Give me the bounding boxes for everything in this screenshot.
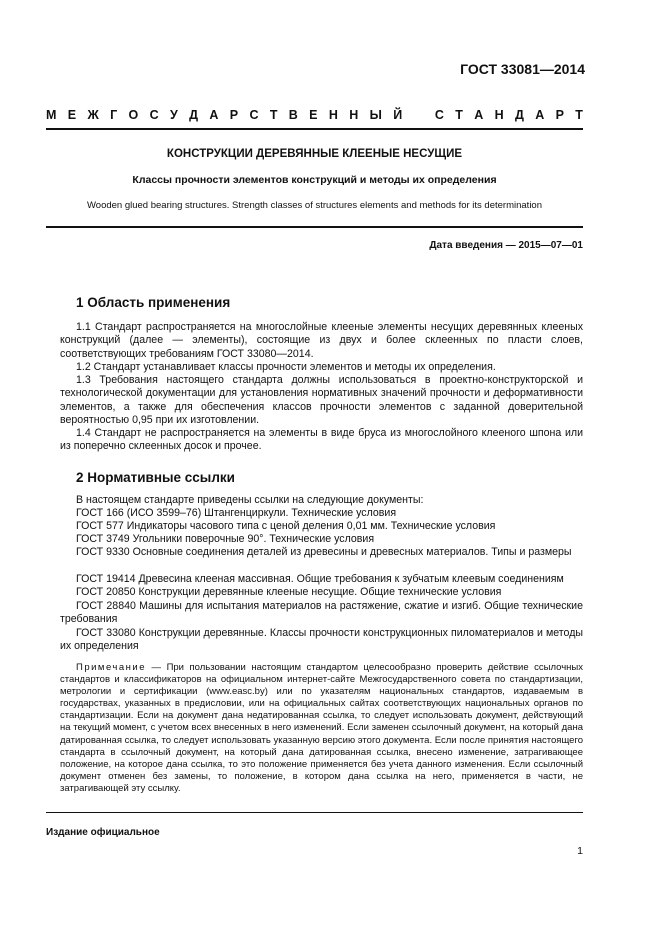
section1-paragraph	[60, 361, 583, 374]
reference-item	[60, 600, 583, 627]
reference-item	[60, 586, 583, 599]
banner-letter: С	[249, 108, 259, 122]
reference-text: ГОСТ 20850 Конструкции деревянные клееные несущие. Общие технические условия	[76, 586, 502, 598]
banner-letter: Т	[269, 108, 278, 122]
banner-letter: А	[535, 108, 545, 122]
english-title: Wooden glued bearing structures. Strength classes of structures elements and methods for its determination	[86, 200, 542, 211]
reference-text: ГОСТ 3749 Угольники поверочные 90°. Технические условия	[76, 533, 375, 545]
reference-item	[60, 546, 583, 559]
banner-letter: Н	[494, 108, 504, 122]
note-label: Примечание	[76, 662, 146, 673]
banner-letter: С	[149, 108, 159, 122]
banner-letter: У	[170, 108, 178, 122]
section1-heading: 1 Область применения	[76, 295, 231, 310]
title-rule	[46, 226, 583, 228]
banner-letter: А	[474, 108, 484, 122]
reference-text: ГОСТ 19414 Древесина клееная массивная. Общие требования к зубчатым клеевым соединениям	[76, 573, 564, 585]
reference-text: ГОСТ 9330 Основные соединения деталей из древесины и древесных материалов. Типы и размеры	[76, 546, 572, 558]
section1-paragraph	[60, 427, 583, 454]
banner-letter: Н	[328, 108, 338, 122]
reference-text: ГОСТ 28840 Машины для испытания материалов на растяжение, сжатие и изгиб. Общие технические требования	[60, 600, 583, 626]
effective-date: Дата введения — 2015—07—01	[429, 240, 583, 251]
banner-letter: Ы	[369, 108, 382, 122]
reference-item	[60, 533, 583, 546]
banner-letter: С	[434, 108, 444, 122]
banner-letter: Е	[309, 108, 318, 122]
banner-letter: Й	[393, 108, 403, 122]
banner-letter: А	[209, 108, 219, 122]
standard-banner	[46, 108, 583, 122]
banner-letter: Д	[514, 108, 524, 122]
paragraph-text: В настоящем стандарте приведены ссылки на следующие документы:	[76, 494, 424, 506]
banner-letter: Т	[575, 108, 583, 122]
section1-paragraph	[60, 321, 583, 361]
banner-letter: Е	[67, 108, 77, 122]
official-edition-label: Издание официальное	[46, 827, 160, 838]
paragraph-text: 1.4 Стандарт не распространяется на элементы в виде бруса из многослойного клееного шпона или из поперечно склеенных досок и прочее.	[60, 427, 583, 453]
paragraph-text: 1.2 Стандарт устанавливает классы прочности элементов и методы их определения.	[76, 361, 496, 373]
references-intro	[60, 494, 583, 507]
footer-rule	[46, 812, 583, 813]
banner-letter: Ж	[87, 108, 99, 122]
banner-letter: Г	[110, 108, 118, 122]
references-note	[60, 662, 583, 795]
reference-item	[60, 573, 583, 586]
document-subtitle: Классы прочности элементов конструкций и методы их определения	[132, 174, 497, 186]
banner-letter: Т	[455, 108, 463, 122]
document-title: КОНСТРУКЦИИ ДЕРЕВЯННЫЕ КЛЕЕНЫЕ НЕСУЩИЕ	[166, 148, 463, 160]
banner-letter: В	[288, 108, 298, 122]
top-rule	[46, 128, 583, 130]
section1-paragraph	[60, 374, 583, 428]
reference-item	[60, 627, 583, 654]
banner-letter: О	[128, 108, 139, 122]
note-text: — При пользовании настоящим стандартом целесообразно проверить действие ссылочных стандартов и классификаторов на официальном интернет-сайте Межгосударственного совета по стандартизации, метрологии и сертификации (www.easc.by) или по указателям национальных стандартов, издаваемым в государствах, указанных в предисловии, или на официальных сайтах соответствующих национальных органов по стандартизации. Если на документ дана недатированная ссылка, то следует использовать документ, действующий на текущий момент, с учетом всех внесенных в него изменений. Если заменен ссылочный документ, на который дана датированная ссылка, то следует использовать указанную версию этого документа. Если после принятия настоящего стандарта в ссылочный документ, на который дана датированная ссылка, внесено изменение, затрагивающее положение, на которое дана ссылка, то это положение применяется без учета данного изменения. Если ссылочный документ отменен без замены, то положение, в котором дана ссылка на него, применяется в части, не затрагивающей эту ссылку.	[60, 662, 583, 794]
reference-text: ГОСТ 577 Индикаторы часового типа с ценой деления 0,01 мм. Технические условия	[76, 520, 496, 532]
paragraph-text: 1.1 Стандарт распространяется на многослойные клееные элементы несущих деревянных клееных конструкций (далее — элементы), состоящие из двух и более склеенных по пласти слоев, соответствующих требованиям ГОСТ 33080—2014.	[60, 321, 583, 360]
section2-heading: 2 Нормативные ссылки	[76, 470, 235, 485]
banner-letter: Д	[189, 108, 199, 122]
paragraph-text: 1.3 Требования настоящего стандарта должны использоваться в проектно-конструкторской и технологической документации для установления нормативных значений прочности и деформативности элементов, а также для обеспечения классов прочности элементов с заданной доверительной вероятностью 0,95 при их изготовлении.	[60, 374, 583, 427]
reference-text: ГОСТ 166 (ИСО 3599–76) Штангенциркули. Технические условия	[76, 507, 397, 519]
reference-text: ГОСТ 33080 Конструкции деревянные. Классы прочности конструкционных пиломатериалов и методы их определения	[60, 627, 583, 653]
banner-letter: Р	[555, 108, 564, 122]
reference-item	[60, 520, 583, 533]
banner-letter: Р	[229, 108, 239, 122]
page-number: 1	[577, 845, 583, 857]
standard-code: ГОСТ 33081—2014	[460, 61, 585, 77]
reference-item	[60, 507, 583, 520]
banner-letter: М	[46, 108, 57, 122]
banner-letter: Н	[349, 108, 359, 122]
